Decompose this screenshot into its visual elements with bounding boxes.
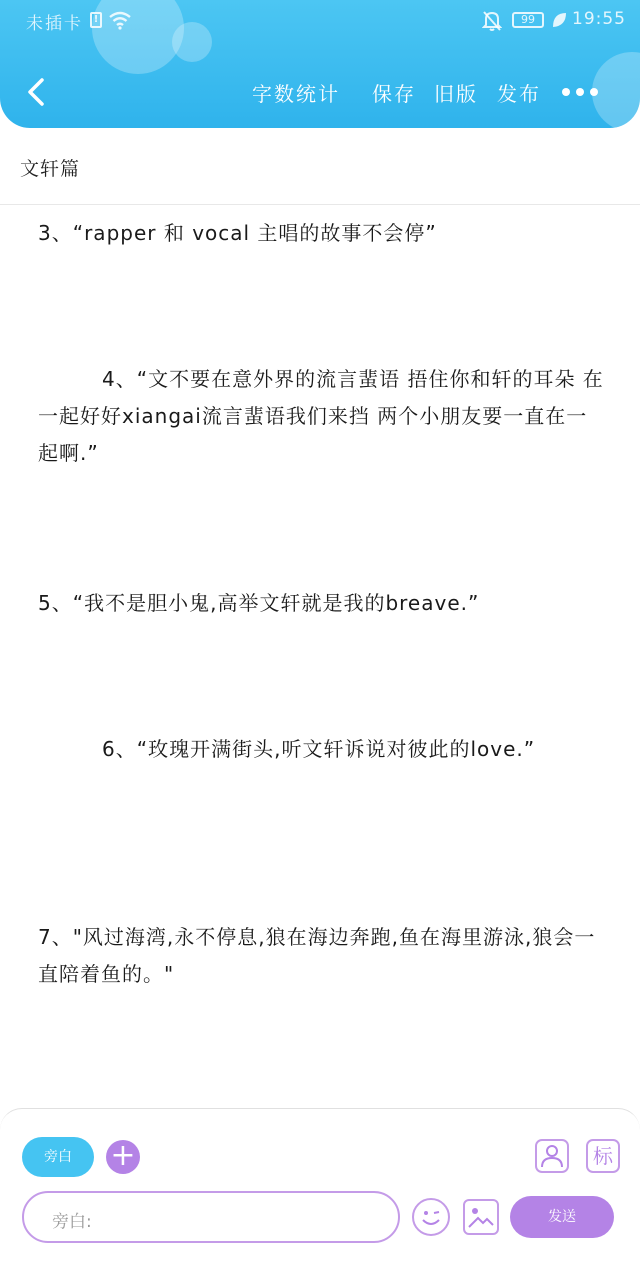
sim-alert-icon: !: [90, 12, 102, 28]
mark-button[interactable]: 标: [586, 1139, 620, 1173]
input-placeholder: 旁白:: [52, 1212, 92, 1232]
smiley-icon[interactable]: [412, 1198, 450, 1236]
aside-role-button[interactable]: 旁白: [22, 1137, 94, 1177]
carrier-text: 未插卡: [26, 14, 83, 34]
paragraph[interactable]: 5、“我不是胆小鬼,高举文轩就是我的breave.”: [38, 591, 480, 615]
person-card-icon[interactable]: [535, 1139, 569, 1173]
save-button[interactable]: 保存: [372, 82, 416, 106]
image-icon[interactable]: [463, 1199, 499, 1235]
toolbar: [0, 78, 640, 106]
publish-button[interactable]: 发布: [497, 82, 541, 106]
aside-input-field[interactable]: [22, 1191, 400, 1243]
battery-level: 99: [512, 12, 544, 28]
paragraph[interactable]: 6、“玫瑰开满街头,听文轩诉说对彼此的love.”: [102, 737, 536, 761]
more-dots-icon[interactable]: [562, 88, 598, 98]
document-title[interactable]: 文轩篇: [20, 158, 81, 180]
paragraph[interactable]: 3、“rapper 和 vocal 主唱的故事不会停”: [38, 221, 437, 245]
wifi-icon: [108, 10, 132, 30]
paragraph[interactable]: 4、“文不要在意外界的流言蜚语 捂住你和轩的耳朵 在一起好好xiangai流言蜚语我们来挡 两个小朋友要一直在一起啊.”: [38, 367, 604, 465]
status-bar: [0, 6, 640, 34]
bell-off-icon: [482, 10, 502, 32]
document-title-bar: [0, 128, 640, 205]
send-button[interactable]: 发送: [510, 1196, 614, 1238]
plus-icon[interactable]: +: [106, 1140, 140, 1174]
paragraph[interactable]: 7、"风过海湾,永不停息,狼在海边奔跑,鱼在海里游泳,狼会一直陪着鱼的。": [38, 925, 596, 986]
document-body[interactable]: [0, 205, 640, 1110]
old-version-button[interactable]: 旧版: [434, 82, 478, 106]
clock: 19:55: [572, 9, 626, 29]
word-count-button[interactable]: 字数统计: [252, 82, 340, 106]
app-header: [0, 0, 640, 128]
leaf-icon: [550, 10, 568, 30]
